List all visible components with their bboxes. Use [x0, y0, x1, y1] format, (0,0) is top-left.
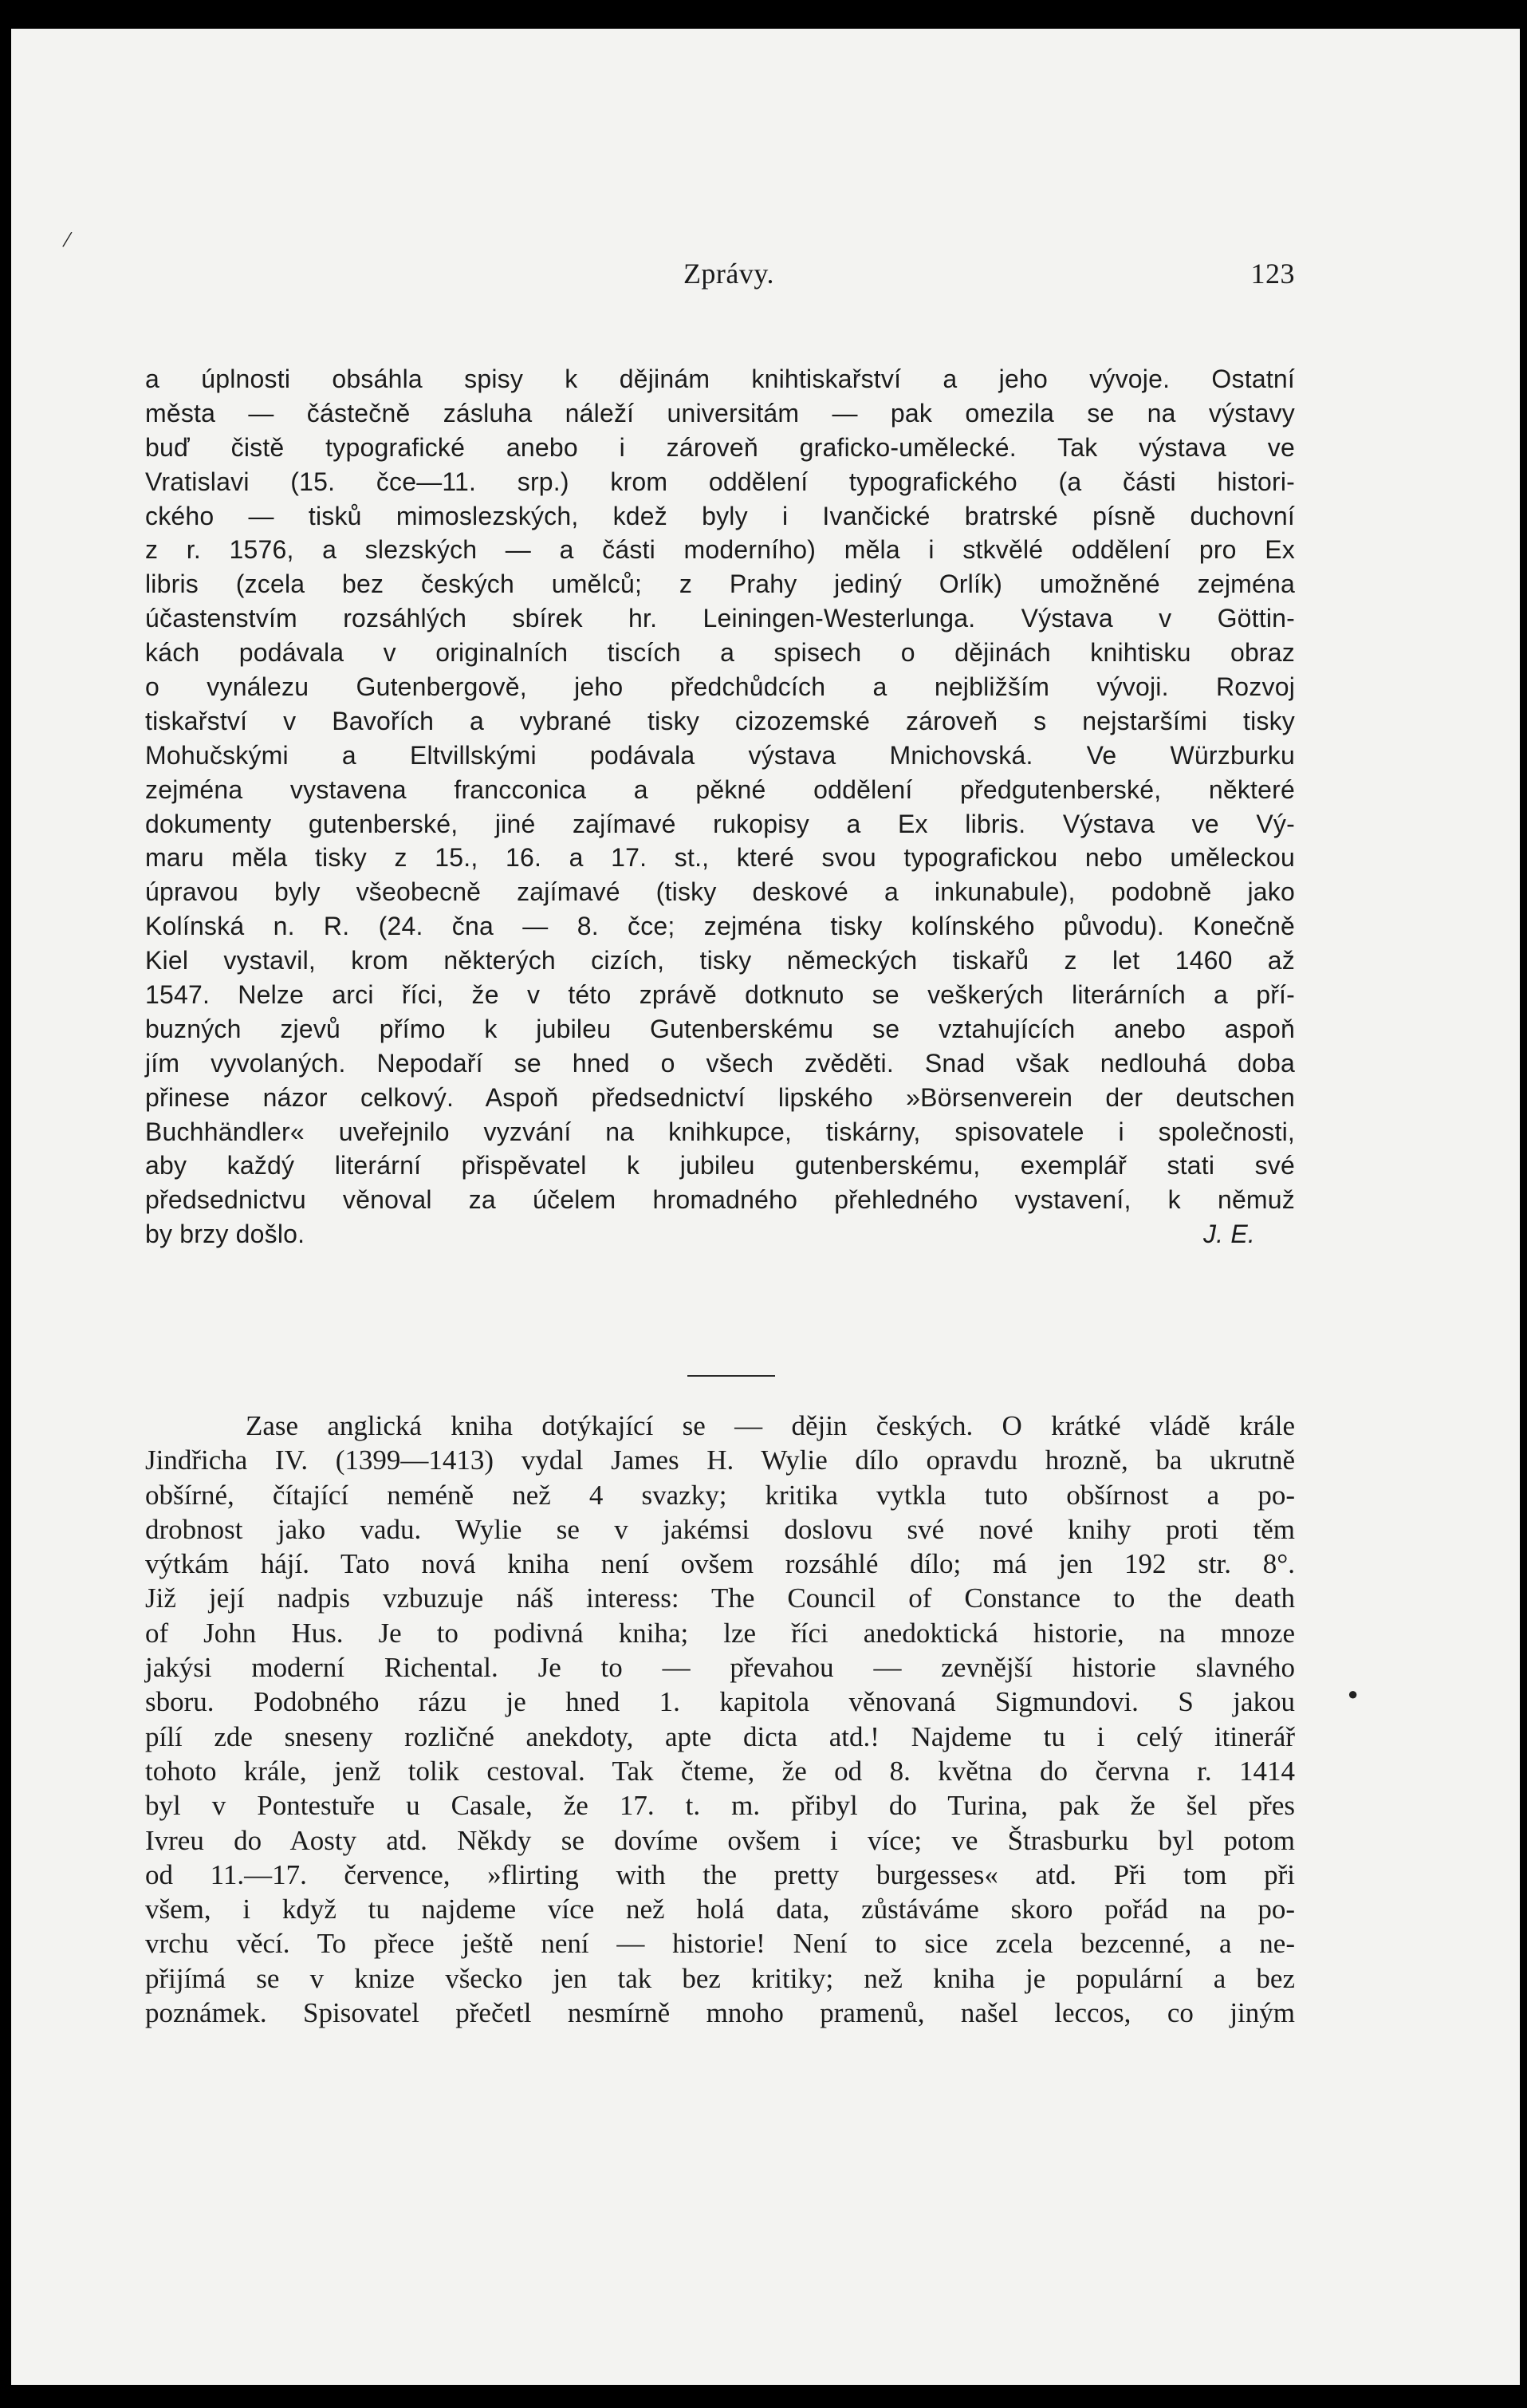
text-line: maru měla tisky z 15., 16. a 17. st., které svou typografickou nebo uměleckou [145, 843, 1295, 873]
text-line: Kiel vystavil, krom některých cizích, tisky německých tiskařů z let 1460 až [145, 946, 1295, 975]
page-title: Zprávy. [683, 258, 775, 290]
author-signature: J. E. [1202, 1220, 1255, 1249]
text-line: Kolínská n. R. (24. čna — 8. čce; zejména tisky kolínského původu). Konečně [145, 912, 1295, 941]
text-line: buď čistě typografické anebo i zároveň graficko-umělecké. Tak výstava ve [145, 432, 1295, 462]
text-line: jím vyvolaných. Nepodaří se hned o všech zvěděti. Snad však nedlouhá doba [145, 1048, 1295, 1078]
text-line: zejména vystavena francconica a pěkné oddělení předgutenberské, některé [145, 774, 1295, 804]
text-line: od 11.—17. července, »flirting with the pretty burgesses« atd. Při tom při [145, 1858, 1295, 1890]
closing-text: by brzy došlo. [145, 1220, 305, 1249]
text-line: Buchhändler« uveřejnilo vyzvání na knihkupce, tiskárny, spisovatele i společnosti, [145, 1117, 1295, 1146]
running-header [163, 257, 1295, 305]
text-line: o vynálezu Gutenbergově, jeho předchůdcích a nejbližším vývoji. Rozvoj [145, 672, 1295, 702]
text-line: Vratislavi (15. čce—11. srp.) krom oddělení typografického (a části histori- [145, 467, 1295, 496]
section-divider [687, 1375, 775, 1377]
text-line: kách podávala v originalních tiscích a spisech o dějinách knihtisku obraz [145, 638, 1295, 668]
text-line: dokumenty gutenberské, jiné zajímavé rukopisy a Ex libris. Výstava ve Vý- [145, 809, 1295, 838]
text-line: vrchu věcí. To přece ještě není — historie! Není to sice zcela bezcenné, a ne- [145, 1928, 1295, 1960]
text-line: of John Hus. Je to podivná kniha; lze říci anedoktická historie, na mnoze [145, 1617, 1295, 1649]
text-line: účastenstvím rozsáhlých sbírek hr. Leiningen-Westerlunga. Výstava v Göttin- [145, 604, 1295, 633]
text-line: města — částečně zásluha náleží universitám — pak omezila se na výstavy [145, 398, 1295, 428]
article-wylie-book [145, 1409, 1295, 2030]
text-line: drobnost jako vadu. Wylie se v jakémsi doslovu své nové knihy proti těm [145, 1513, 1295, 1545]
text-line: přinese názor celkový. Aspoň předsednictví lipského »Börsenverein der deutschen [145, 1082, 1295, 1112]
text-line: výtkám hájí. Tato nová kniha není ovšem rozsáhlé dílo; má jen 192 str. 8°. [145, 1548, 1295, 1580]
text-line: Ivreu do Aosty atd. Někdy se dovíme ovšem i více; ve Štrasburku byl potom [145, 1824, 1295, 1856]
text-line: a úplnosti obsáhla spisy k dějinám knihtiskařství a jeho vývoje. Ostatní [145, 365, 1295, 393]
text-line: byl v Pontestuře u Casale, že 17. t. m. přibyl do Turina, pak že šel přes [145, 1790, 1295, 1822]
text-line: Zase anglická kniha dotýkající se — dějin českých. O krátké vládě krále [246, 1410, 1295, 1441]
text-line: tiskařství v Bavořích a vybrané tisky cizozemské zároveň s nejstaršími tisky [145, 706, 1295, 735]
text-line: libris (zcela bez českých umělců; z Prahy jediný Orlík) umožněné zejména [145, 569, 1295, 599]
text-line: z r. 1576, a slezských — a části moderního) měla i stkvělé oddělení pro Ex [145, 535, 1295, 565]
margin-dot-mark: ● [1348, 1684, 1359, 1704]
margin-pencil-mark: / [61, 226, 73, 254]
text-line: poznámek. Spisovatel přečetl nesmírně mnoho pramenů, našel leccos, co jiným [145, 1997, 1295, 2029]
text-line: tohoto krále, jenž tolik cestoval. Tak čteme, že od 8. května do června r. 1414 [145, 1755, 1295, 1787]
closing-line [145, 1217, 1295, 1251]
text-line: buzných zjevů přímo k jubileu Gutenberskému se vztahujících anebo aspoň [145, 1014, 1295, 1043]
page-number: 123 [1250, 258, 1295, 290]
text-line: pílí zde sneseny rozličné anekdoty, apte dicta atd.! Najdeme tu i celý itinerář [145, 1720, 1295, 1752]
text-line: jakýsi moderní Richental. Je to — převahou — zevnější historie slavného [145, 1652, 1295, 1684]
text-line: všem, i když tu najdeme více než holá data, zůstáváme skoro pořád na po- [145, 1894, 1295, 1925]
book-page [11, 29, 1520, 2385]
article-gutenberg-exhibitions [145, 362, 1295, 1251]
text-line: Mohučskými a Eltvillskými podávala výstava Mnichovská. Ve Würzburku [145, 740, 1295, 770]
text-line: aby každý literární přispěvatel k jubileu gutenberskému, exemplář stati své [145, 1151, 1295, 1180]
text-line: úpravou byly všeobecně zajímavé (tisky deskové a inkunabule), podobně jako [145, 877, 1295, 907]
text-line: obšírné, čítající neméně než 4 svazky; kritika vytkla tuto obšírnost a po- [145, 1479, 1295, 1511]
text-line: Jindřicha IV. (1399—1413) vydal James H. Wylie dílo opravdu hrozně, ba ukrutně [145, 1444, 1295, 1476]
text-line: Již její nadpis vzbuzuje náš interess: The Council of Constance to the death [145, 1582, 1295, 1614]
text-line: 1547. Nelze arci říci, že v této zprávě dotknuto se veškerých literárních a pří- [145, 980, 1295, 1010]
text-line: přijímá se v knize všecko jen tak bez kritiky; než kniha je populární a bez [145, 1962, 1295, 1994]
text-line: předsednictvu věnoval za účelem hromadného přehledného vystavení, k němuž [145, 1185, 1295, 1215]
text-line: ckého — tisků mimoslezských, kdež byly i Ivančické bratrské písně duchovní [145, 501, 1295, 530]
text-line: sboru. Podobného rázu je hned 1. kapitola věnovaná Sigmundovi. S jakou [145, 1686, 1295, 1718]
